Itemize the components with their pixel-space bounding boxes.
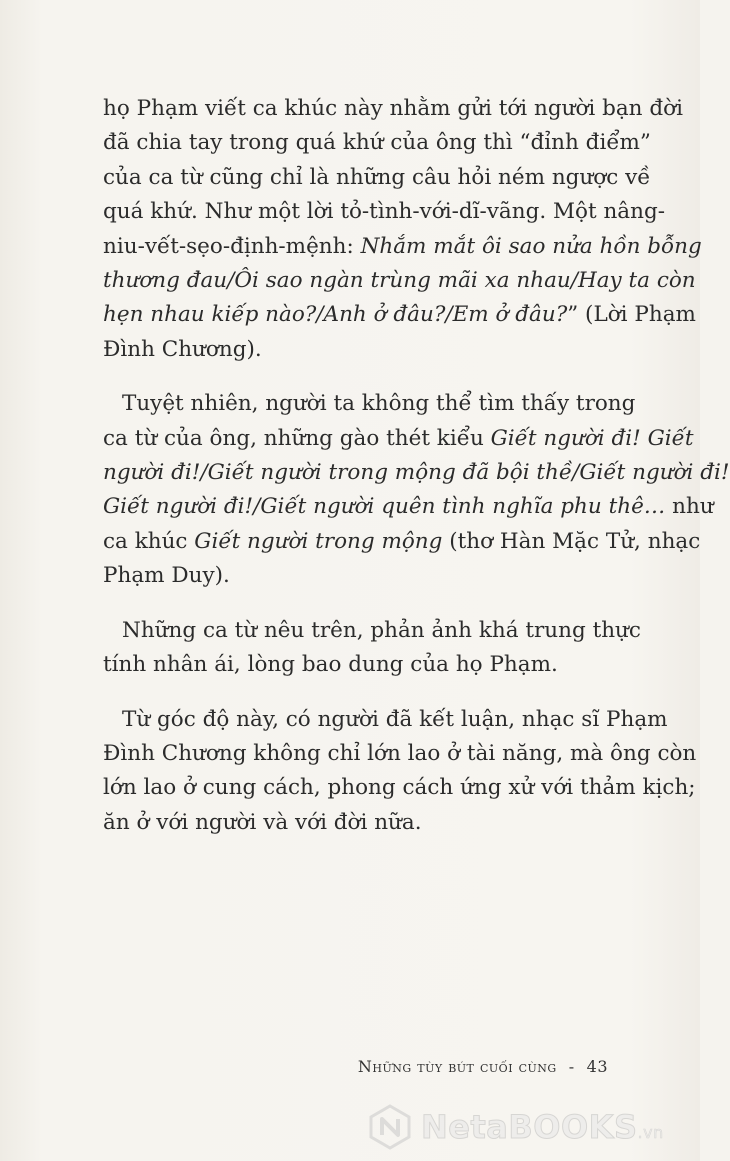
watermark-text xyxy=(421,1108,664,1146)
text-line: Từ góc độ này, có người đã kết luận, nhạc sĩ Phạm xyxy=(122,706,668,732)
italic-quote: thương đau/Ôi sao ngàn trùng mãi xa nhau/Hay ta còn xyxy=(103,268,696,294)
text-run: (thơ Hàn Mặc Tử, nhạc xyxy=(442,528,701,554)
italic-quote: Nhắm mắt ôi sao nửa hồn bỗng xyxy=(360,233,702,259)
text-line xyxy=(103,298,696,332)
body-text xyxy=(103,92,730,860)
text-line: Tuyệt nhiên, người ta không thể tìm thấy trong xyxy=(122,391,636,417)
text-line: của ca từ cũng chỉ là những câu hỏi ném ngược về xyxy=(103,164,651,190)
italic-quote: Giết người trong mộng xyxy=(194,528,443,554)
page-number: 43 xyxy=(586,1057,608,1076)
text-line xyxy=(103,422,694,456)
italic-quote: hẹn nhau kiếp nào?/Anh ở đâu?/Em ở đâu? xyxy=(103,302,568,328)
text-line: Phạm Duy). xyxy=(103,563,230,589)
text-line: quá khứ. Như một lời tỏ-tình-với-dĩ-vãng. Một nâng- xyxy=(103,199,666,225)
text-run: như xyxy=(665,494,714,520)
text-line xyxy=(103,230,702,264)
paragraph xyxy=(103,92,702,367)
running-title: Những tùy bút cuối cùng xyxy=(357,1057,557,1076)
watermark-suffix: .vn xyxy=(637,1123,664,1142)
text-line: Những ca từ nêu trên, phản ảnh khá trung thực xyxy=(122,617,641,643)
watermark xyxy=(367,1103,664,1151)
text-line: Đình Chương). xyxy=(103,336,262,362)
paragraph xyxy=(103,387,730,593)
text-run: ca từ của ông, những gào thét kiểu xyxy=(103,425,491,451)
text-line xyxy=(103,264,696,298)
text-line: lớn lao ở cung cách, phong cách ứng xử với thảm kịch; xyxy=(103,775,696,801)
text-line xyxy=(103,456,730,490)
text-line xyxy=(103,490,714,524)
watermark-brand: NetaBOOKS xyxy=(421,1108,638,1146)
text-run: ca khúc xyxy=(103,528,195,554)
text-line: tính nhân ái, lòng bao dung của họ Phạm. xyxy=(103,652,558,678)
text-line xyxy=(103,525,701,559)
italic-quote: Giết người đi! Giết xyxy=(490,425,694,451)
paragraph xyxy=(103,703,697,841)
text-run: niu-vết-sẹo-định-mệnh: xyxy=(103,233,361,259)
text-run: ” (Lời Phạm xyxy=(567,302,696,328)
italic-quote: người đi!/Giết người trong mộng đã bội thề/Giết người đi! xyxy=(103,460,730,486)
netabooks-logo-icon xyxy=(367,1104,413,1150)
paragraph xyxy=(103,614,641,683)
footer-separator: - xyxy=(568,1057,575,1076)
text-line: đã chia tay trong quá khứ của ông thì “đỉnh điểm” xyxy=(103,130,651,156)
text-line: Đình Chương không chỉ lớn lao ở tài năng, mà ông còn xyxy=(103,740,697,766)
text-line: ăn ở với người và với đời nữa. xyxy=(103,809,422,835)
italic-quote: Giết người đi!/Giết người quên tình nghĩa phu thê… xyxy=(103,494,666,520)
text-line: họ Phạm viết ca khúc này nhằm gửi tới người bạn đời xyxy=(103,96,683,121)
page-footer xyxy=(356,1057,608,1076)
